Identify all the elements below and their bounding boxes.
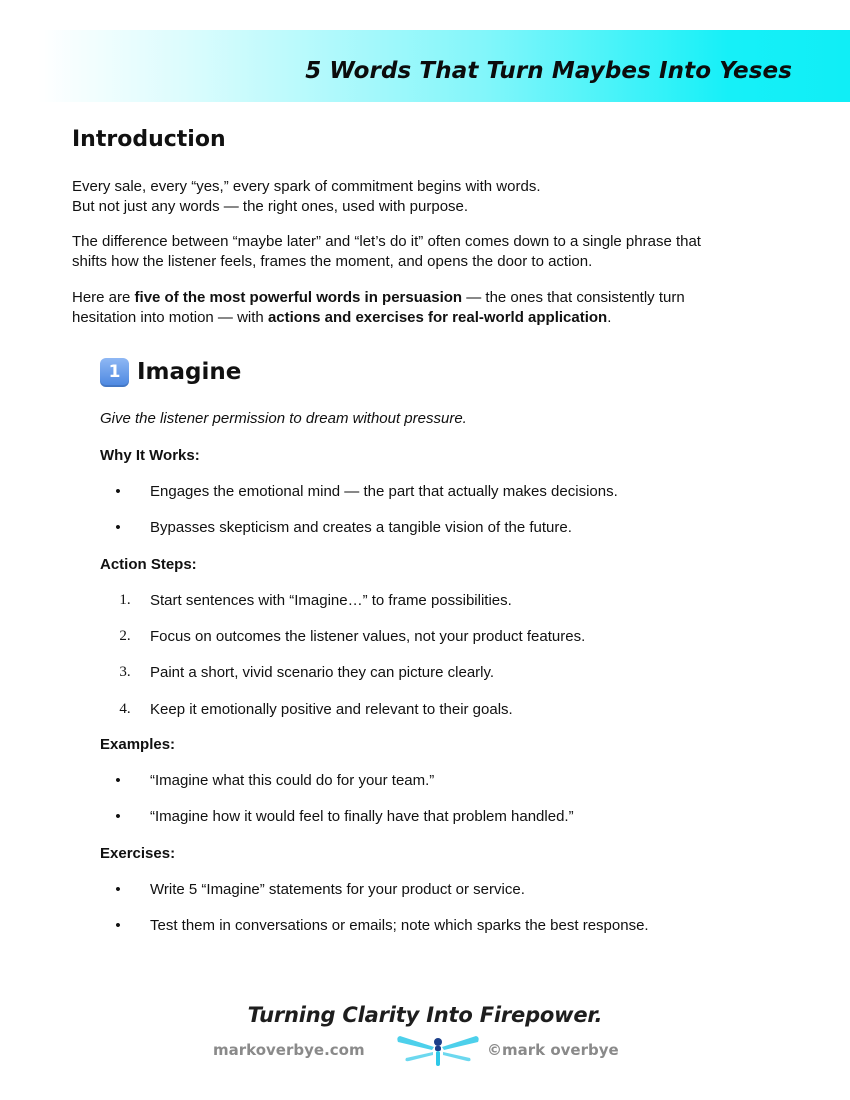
intro-paragraph-1 xyxy=(72,177,541,217)
section-heading-imagine xyxy=(100,356,241,388)
step-number: 1. xyxy=(119,592,131,608)
bullet-icon: • xyxy=(115,772,121,789)
intro-p1-line1: Every sale, every “yes,” every spark of commitment begins with words. xyxy=(72,178,541,195)
bullet-icon: • xyxy=(115,519,121,536)
footer-copyright: ©mark overbye xyxy=(487,1041,619,1059)
why-item-1: Engages the emotional mind — the part that actually makes decisions. xyxy=(150,483,618,500)
dragonfly-wing xyxy=(405,1052,433,1061)
examples-label: Examples: xyxy=(100,736,176,753)
action-steps-label: Action Steps: xyxy=(100,556,197,573)
dragonfly-icon xyxy=(394,1033,482,1067)
footer-tagline: Turning Clarity Into Firepower. xyxy=(247,1003,603,1027)
document-title: 5 Words That Turn Maybes Into Yeses xyxy=(305,58,792,84)
dragonfly-head xyxy=(434,1038,442,1046)
example-1: “Imagine what this could do for your team.” xyxy=(150,772,435,789)
why-item-2: Bypasses skepticism and creates a tangible vision of the future. xyxy=(150,519,572,536)
exercise-1: Write 5 “Imagine” statements for your product or service. xyxy=(150,881,525,898)
section-tagline: Give the listener permission to dream without pressure. xyxy=(100,410,467,427)
action-step-2: Focus on outcomes the listener values, not your product features. xyxy=(150,628,586,645)
intro-p3-text-2: hesitation into motion — with xyxy=(72,309,268,326)
intro-p3-text: Here are xyxy=(72,289,135,306)
intro-paragraph-3 xyxy=(72,288,685,328)
bullet-icon: • xyxy=(115,881,121,898)
exercise-2: Test them in conversations or emails; note which sparks the best response. xyxy=(150,917,649,934)
section-title: Imagine xyxy=(137,359,242,385)
exercises-label: Exercises: xyxy=(100,845,176,862)
action-step-1: Start sentences with “Imagine…” to frame possibilities. xyxy=(150,592,512,609)
intro-paragraph-2 xyxy=(72,232,701,272)
dragonfly-wing xyxy=(442,1036,479,1050)
step-number: 4. xyxy=(119,701,131,717)
footer-website: markoverbye.com xyxy=(213,1041,365,1059)
step-number: 3. xyxy=(119,664,131,680)
intro-p1-line2: But not just any words — the right ones, used with purpose. xyxy=(72,198,469,215)
why-it-works-label: Why It Works: xyxy=(100,447,200,464)
dragonfly-wing xyxy=(397,1036,434,1050)
intro-heading: Introduction xyxy=(72,127,226,152)
intro-p3-text-mid: — the ones that consistently turn xyxy=(462,289,685,306)
intro-p3-bold-2: actions and exercises for real-world application xyxy=(267,309,608,326)
bullet-icon: • xyxy=(115,483,121,500)
dragonfly-body xyxy=(435,1046,441,1051)
step-number: 2. xyxy=(119,628,131,644)
intro-p3-end: . xyxy=(607,309,612,326)
intro-p3-line2 xyxy=(72,308,685,328)
dragonfly-tail xyxy=(436,1051,440,1066)
action-step-3: Paint a short, vivid scenario they can picture clearly. xyxy=(150,664,495,681)
dragonfly-wing xyxy=(443,1052,471,1061)
intro-p2-line2: shifts how the listener feels, frames the moment, and opens the door to action. xyxy=(72,253,593,270)
intro-p2-line1: The difference between “maybe later” and “let’s do it” often comes down to a single phrase that xyxy=(72,233,701,250)
example-2: “Imagine how it would feel to finally have that problem handled.” xyxy=(150,808,574,825)
keycap-number-icon: 1 xyxy=(100,358,129,387)
bullet-icon: • xyxy=(115,917,121,934)
action-step-4: Keep it emotionally positive and relevant to their goals. xyxy=(150,701,513,718)
intro-p3-bold-1: five of the most powerful words in persuasion xyxy=(134,289,463,306)
intro-p3-line1 xyxy=(72,288,685,308)
bullet-icon: • xyxy=(115,808,121,825)
